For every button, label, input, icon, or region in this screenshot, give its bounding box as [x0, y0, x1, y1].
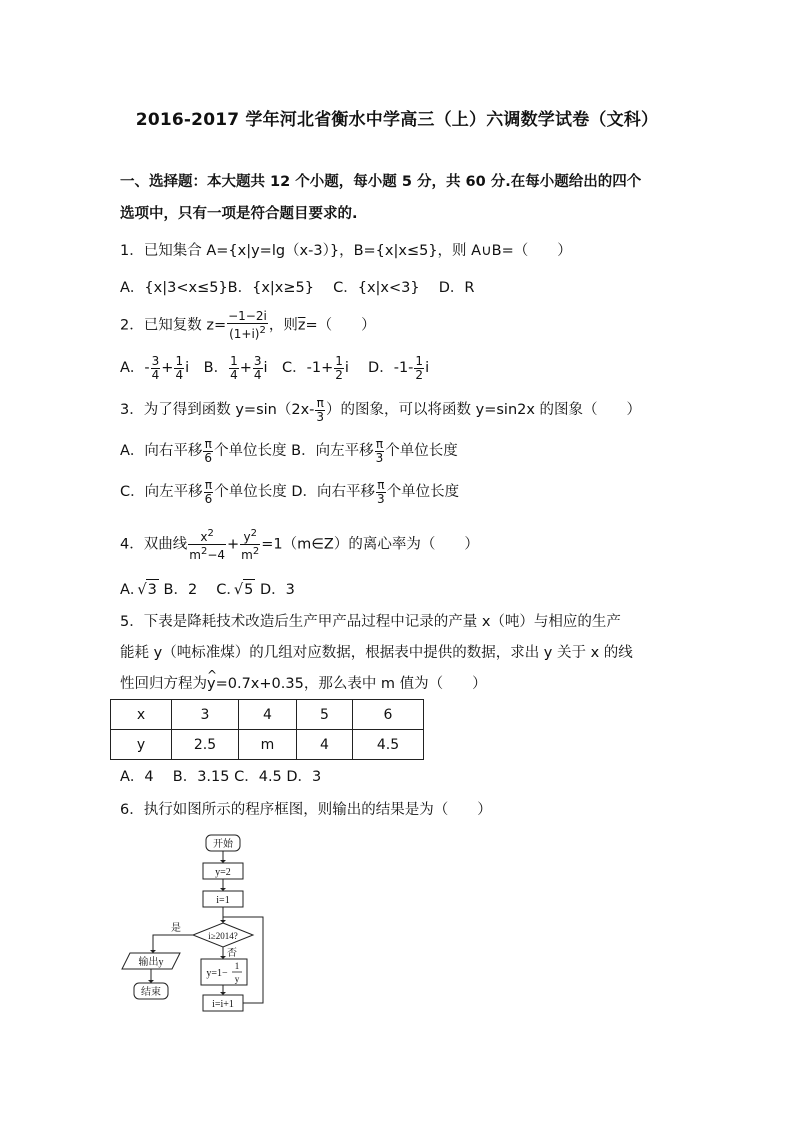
flow-end-text: 结束: [141, 987, 161, 998]
q2-optA-frac1: [151, 355, 161, 382]
q3-optD-post: 个单位长度: [386, 484, 460, 500]
q3-optA-frac: [203, 438, 213, 465]
table-cell: 6: [353, 700, 424, 730]
flow-assign-text: y=1−: [206, 968, 228, 979]
q4-options: [120, 579, 295, 600]
frac-num: π: [204, 477, 213, 492]
table-cell: 5: [297, 700, 353, 730]
q5-data-table: [110, 699, 424, 760]
sup: 2: [252, 546, 260, 557]
q4-stem: [120, 527, 479, 562]
q4-frac2: [240, 527, 260, 562]
q4-frac1: [188, 527, 226, 562]
frac-den: 6: [204, 491, 213, 506]
frac-den: 4: [151, 367, 160, 382]
q4-optA-label: A．: [120, 582, 145, 598]
q2-i-end: i: [425, 360, 430, 376]
q3-pre: 3．为了得到函数 y=sin（2x-: [120, 402, 315, 418]
q5-line1: 5．下表是降耗技术改造后生产甲产品过程中记录的产量 x（吨）与相应的生产: [120, 614, 621, 630]
sqrt-5: √ 5: [243, 579, 255, 600]
frac-num: 1: [175, 353, 184, 368]
sqrt-3: √ 3: [146, 579, 158, 600]
q2-optB-frac1: [229, 355, 239, 382]
table-cell: 4: [297, 730, 353, 760]
flow-i1-text: i=1: [216, 895, 230, 906]
frac-den: 4: [175, 367, 184, 382]
q3-optC-frac: [204, 479, 214, 506]
program-flowchart: [118, 825, 278, 1030]
q5-line3-post: =0.7x+0.35，那么表中 m 值为（ ）: [215, 676, 487, 692]
frac-den: 6: [204, 450, 213, 465]
frac-den: 2: [335, 367, 343, 382]
q5-line3: [120, 674, 487, 694]
q2-zbar: $\overline{z}$: [297, 317, 306, 334]
q3-frac: [315, 397, 325, 424]
q3-options-cd: [120, 477, 459, 507]
section-heading-line1: 一、选择题：本大题共 12 个小题，每小题 5 分，共 60 分.在每小题给出的四个: [120, 174, 642, 190]
frac-den: 3: [316, 409, 325, 424]
frac-den: 3: [375, 450, 384, 465]
q2-optB-label: i B．: [185, 360, 229, 376]
frac-num: π: [316, 395, 324, 410]
flow-start-text: 开始: [213, 839, 233, 850]
q3-optB-post: 个单位长度: [385, 443, 458, 459]
q2-optA-label: A．: [120, 360, 145, 376]
table-row: [111, 700, 424, 730]
q2-optA-frac2: [174, 355, 184, 382]
frac-num: 1: [415, 353, 424, 368]
q2-frac-den: [227, 324, 268, 341]
q3-optD-frac: [376, 479, 386, 506]
frac-den: [188, 545, 226, 562]
sup: 2: [207, 528, 214, 539]
flow-increment-text: i=i+1: [212, 999, 234, 1010]
q3-post: ）的图象，可以将函数 y=sin2x 的图象（ ）: [326, 402, 642, 418]
flow-no-label: 否: [227, 948, 237, 959]
frac-den: 2: [415, 367, 424, 382]
flow-y2-text: y=2: [215, 867, 231, 878]
frac-num: 3: [151, 353, 160, 368]
minus4: −4: [207, 548, 226, 562]
q4-optD-label: D．3: [255, 582, 295, 598]
q3-optC-label: C．向左平移: [120, 484, 203, 500]
flow-output-text: 输出y: [138, 957, 164, 968]
q2-optC-frac: [334, 355, 344, 382]
flow-yes-label: 是: [171, 923, 181, 934]
table-cell: 3: [172, 700, 239, 730]
table-cell: x: [111, 700, 172, 730]
m-var: m: [189, 548, 201, 562]
q4-pre: 4．双曲线: [120, 536, 188, 553]
q2-frac-num: −1−2i: [228, 309, 267, 323]
q3-optC-post: 个单位长度 D．向右平移: [214, 484, 376, 500]
sup: 2: [200, 546, 208, 557]
flow-cond-text: i≥2014?: [208, 931, 238, 941]
q2-optD-label: i D．-1-: [344, 360, 414, 376]
table-cell: 2.5: [172, 730, 239, 760]
q2-optB-frac2: [253, 355, 263, 382]
section-heading-line2: 选项中，只有一项是符合题目要求的.: [120, 206, 358, 222]
flow-assign-num: 1: [234, 961, 240, 971]
frac-num: [240, 527, 260, 545]
plus: +: [227, 536, 240, 553]
q2-den-text: (1+i): [229, 327, 260, 341]
q2-stem: [120, 310, 376, 341]
table-cell: y: [111, 730, 172, 760]
table-cell: 4: [239, 700, 297, 730]
q2-optD-frac: [414, 355, 424, 382]
q2-pre: 2．已知复数 z=: [120, 317, 227, 334]
frac-num: 3: [253, 353, 262, 368]
q5-line2: 能耗 y（吨标准煤）的几组对应数据，根据表中提供的数据，求出 y 关于 x 的线: [120, 645, 633, 661]
frac-den: [240, 545, 260, 562]
q3-options-ab: [120, 436, 458, 466]
q1-stem: 1．已知集合 A={x|y=lg（x-3）}，B={x|x≤5}，则 A∪B=（ ）: [120, 243, 572, 259]
q3-optA-post: 个单位长度 B．向左平移: [214, 443, 374, 459]
q4-post: =1（m∈Z）的离心率为（ ）: [261, 536, 479, 553]
table-cell: m: [239, 730, 297, 760]
q3-stem: [120, 395, 641, 425]
q4-optBC-label: B．2 C．: [158, 582, 241, 598]
q2-den-sup: 2: [259, 325, 266, 336]
q3-optB-frac: [375, 438, 385, 465]
q2-fraction: [227, 310, 268, 341]
frac-num: 1: [230, 353, 238, 368]
q2-post2: =（ ）: [305, 317, 376, 334]
q2-post: ，则: [268, 317, 298, 334]
m-var: m: [241, 548, 253, 562]
q3-optA-label: A．向右平移: [120, 443, 203, 459]
frac-num: [188, 527, 226, 545]
frac-num: π: [375, 436, 384, 451]
q5-line3-pre: 性回归方程为: [120, 676, 207, 692]
q5-options: A．4 B．3.15 C．4.5 D．3: [120, 769, 322, 785]
table-row: [111, 730, 424, 760]
table-cell: 4.5: [353, 730, 424, 760]
flow-assign-den: y: [234, 974, 240, 984]
q2-options: A．- $\frac{3}{4}$ + $\frac{1}{4}$ i B． $\frac{1}{4}$ + $\frac{3}{4}$ i C．-1+ $\frac{1}{2}$ i D．-1- $\frac{1}{2}$ i: [120, 353, 430, 382]
y-var: y: [243, 530, 251, 544]
frac-den: 3: [377, 491, 385, 506]
exam-title: 2016-2017 学年河北省衡水中学高三（上）六调数学试卷（文科）: [135, 110, 659, 130]
frac-num: 1: [335, 353, 343, 368]
frac-num: π: [377, 477, 385, 492]
q1-options: A．{x|3<x≤5}B．{x|x≥5} C．{x|x<3} D．R: [120, 280, 475, 296]
q2-optC-label: i C．-1+: [263, 360, 334, 376]
frac-den: 4: [230, 367, 238, 382]
y-hat: ^ y: [207, 674, 216, 694]
frac-num: π: [204, 436, 212, 451]
frac-den: 4: [253, 367, 262, 382]
sup: 2: [250, 528, 257, 539]
q6-stem: 6．执行如图所示的程序框图，则输出的结果是为（ ）: [120, 802, 492, 818]
x-var: x: [200, 530, 208, 544]
